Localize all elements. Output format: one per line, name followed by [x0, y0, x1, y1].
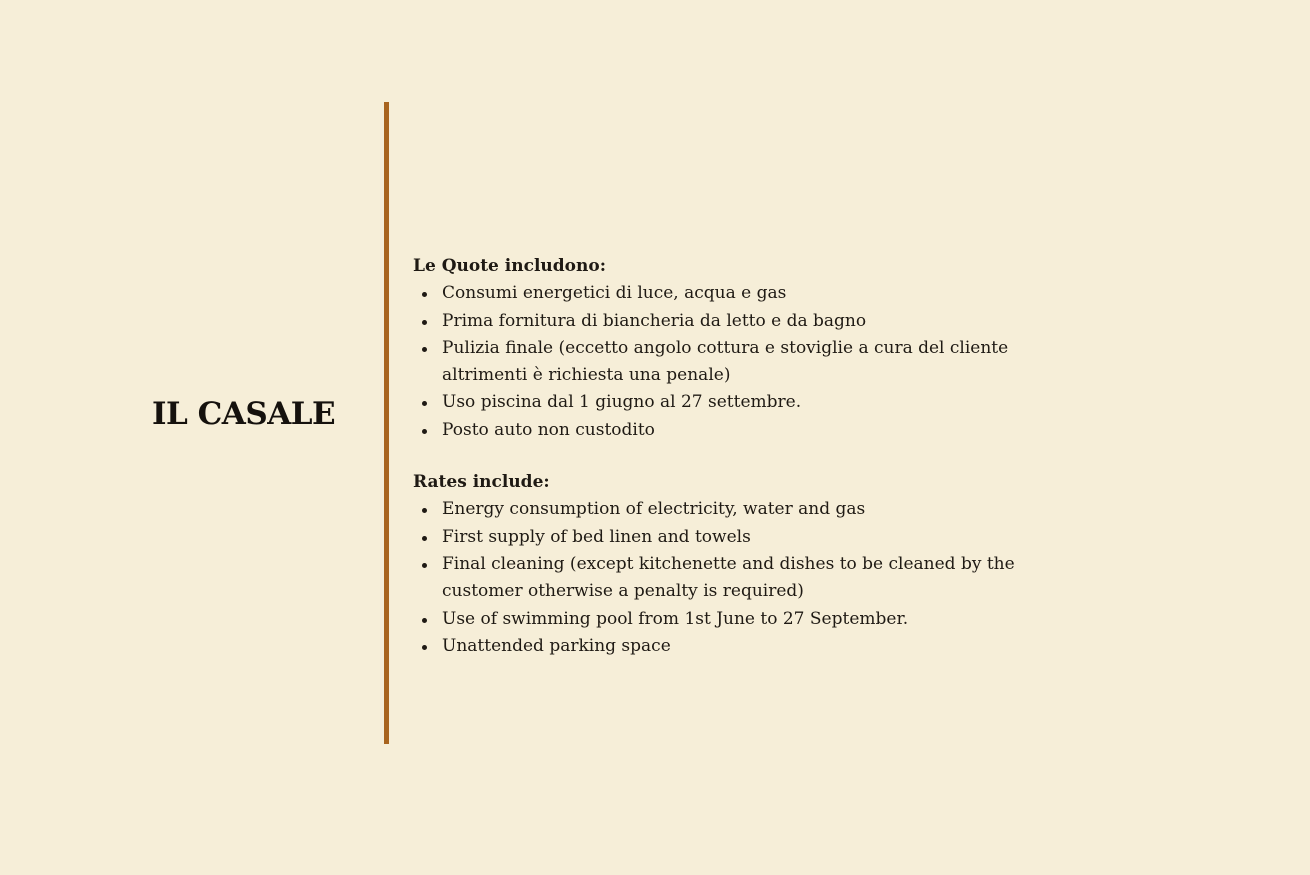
list-item: Unattended parking space: [413, 633, 1053, 660]
list-item: Final cleaning (except kitchenette and dishes to be cleaned by the customer otherwise a penalty is required): [413, 551, 1053, 606]
list-item: Prima fornitura di biancheria da letto e da bagno: [413, 308, 1053, 335]
vertical-divider: [384, 102, 389, 744]
list-item: Use of swimming pool from 1st June to 27 September.: [413, 606, 1053, 633]
english-section: [413, 469, 1053, 660]
list-item: Energy consumption of electricity, water and gas: [413, 496, 1053, 523]
italian-section: [413, 253, 1053, 444]
page-title: IL CASALE: [152, 396, 336, 432]
english-heading: Rates include:: [413, 472, 550, 493]
list-item: Uso piscina dal 1 giugno al 27 settembre.: [413, 389, 1053, 416]
english-list: [413, 496, 1053, 660]
rates-content: [413, 253, 1053, 660]
italian-heading: Le Quote includono:: [413, 256, 606, 276]
italian-list: [413, 280, 1053, 444]
list-item: Consumi energetici di luce, acqua e gas: [413, 280, 1053, 307]
list-item: First supply of bed linen and towels: [413, 524, 1053, 551]
list-item: Pulizia finale (eccetto angolo cottura e stoviglie a cura del cliente altrimenti è richiesta una penale): [413, 335, 1053, 390]
list-item: Posto auto non custodito: [413, 417, 1053, 444]
